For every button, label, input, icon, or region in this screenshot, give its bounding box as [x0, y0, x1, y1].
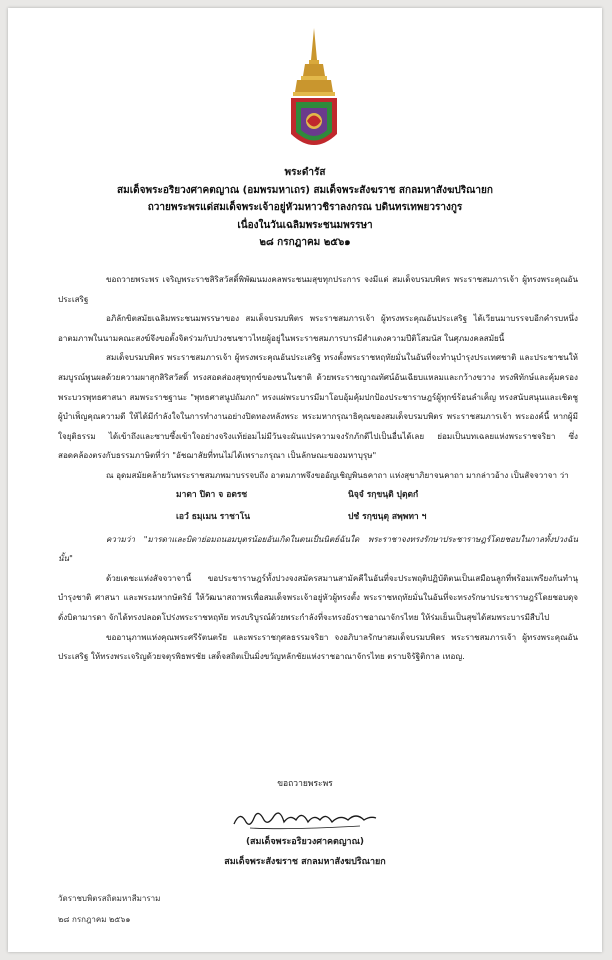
header-date: ๒๘ กรกฎาคม ๒๕๖๑: [259, 237, 351, 248]
verse-block: [58, 486, 578, 530]
letter-page: [8, 8, 602, 952]
paragraph: ขอถวายพระพร เจริญพระราชสิริสวัสดิ์พิพัฒนมงคลพระชนมสุขทุกประการ จงมีแด่ สมเด็จบรมบพิตร พระราชสมภารเจ้า ผู้ทรงพระคุณอันประเสริฐ: [58, 274, 578, 304]
royal-emblem-icon: [283, 26, 345, 158]
signer-name: (สมเด็จพระอริยวงศาคตญาณ): [245, 837, 365, 847]
paragraph: อภิลักขิตสมัยเฉลิมพระชนมพรรษาของ สมเด็จบรมบพิตร พระราชสมภารเจ้า ผู้ทรงพระคุณอันประเสริฐ ได้เวียนมาบรรจบอีกคำรบหนึ่ง อาตมภาพในนามคณะสงฆ์จึงขอตั้งจิตร่วมกับปวงชนชาวไทยผู้อยู่ในพระราชสมภารบารมีสำแดงความปีติโสมนัส ในศุภมงคลสมัยนี้: [58, 313, 578, 343]
verse-meaning: ความว่า "มารดาและบิดาย่อมถนอมบุตรน้อยอันเกิดในตนเป็นนิตย์ฉันใด พระราชาจงทรงรักษาประชาราษฎร์โดยชอบในกาลทั้งปวงฉันนั้น": [58, 533, 578, 564]
paragraph: ณ อุดมสมัยคล้ายวันพระราชสมภพมาบรรจบถึง อาตมภาพจึงขออัญเชิญพินธคาถา แห่งสุขาภิยาจนคาถา มากล่าวอ้าง เป็นสัจจวาจา ว่า: [106, 469, 569, 480]
signature-icon: [230, 804, 380, 832]
header-recipient: ถวายพระพรแด่สมเด็จพระเจ้าอยู่หัวมหาวชิราลงกรณ บดินทรเทพยวรางกูร: [147, 202, 463, 213]
verse-line: เอวํ ธมฺเมน ราชาโน: [176, 511, 251, 522]
paragraph: สมเด็จบรมบพิตร พระราชสมภารเจ้า ผู้ทรงพระคุณอันประเสริฐ ทรงตั้งพระราชหฤทัยมั่นในอันที่จะทำนุบำรุงประเทศชาติ และประชาชนให้สมบูรณ์พูนผลด้วยความผาสุกสิริสวัสดิ์ ทรงสอดส่องสุขทุกข์ของชนในชาติ ด้วยพระราชญาณทัศน์อันเฉียบแหลมและกว้างขวาง ทรงพิทักษ์และคุ้มครองพระบวรพุทธศาสนา สมพระราชฐานะ "พุทธศาสนูปถัมภก" ทรงแผ่พระบารมีมาโอบอุ้มคุ้มปกป้องประชาราษฎร์ผู้ทุกข์ร้อนลำเค็ญ ทรงสนับสนุนและเชิดชูผู้บำเพ็ญคุณความดี ให้ได้มีกำลังใจในการทำงานอย่างปิดทองหลังพระ พระมหากรุณาธิคุณของสมเด็จบรมบพิตร พระราชสมภารเจ้า พระองค์นี้ หากผู้มีใจยุติธรรม ได้เข้าถึงและซาบซึ้งเข้าใจอย่างจริงแท้ย่อมไม่มีวันจะผันแปรความจงรักภักดีไปเป็นอื่นได้เลย ย่อมเป็นบทเฉลยแห่งพระราชจริยา ซึ่งสอดคล้องตรงกับธรรมภาษิตที่ว่า "อัชฌาสัยที่ทนไม่ได้เพราะกรุณา เป็นลักษณะของมหาบุรุษ": [58, 352, 578, 461]
paragraph: ขออานุภาพแห่งคุณพระศรีรัตนตรัย และพระราชกุศลธรรมจริยา จงอภิบาลรักษาสมเด็จบรมบพิตร พระราชสมภารเจ้า ผู้ทรงพระคุณอันประเสริฐ ให้ทรงพระเจริญด้วยจตุรพิธพรชัย เสด็จสถิตเป็นมิ่งขวัญหลักชัยแห่งราชอาณาจักรไทย ตราบจิรัฐิติกาล เทอญ.: [58, 631, 578, 662]
header-author: สมเด็จพระอริยวงศาคตญาณ (อมพรมหาเถร) สมเด็จพระสังฆราช สกลมหาสังฆปริณายก: [117, 184, 493, 196]
letter-body: [58, 270, 578, 667]
header-occasion: เนื่องในวันเฉลิมพระชนมพรรษา: [237, 219, 373, 231]
header-title: พระดำรัส: [284, 167, 326, 178]
paragraph: ด้วยเดชะแห่งสัจจวาจานี้ ขอประชาราษฎร์ทั้งปวงจงสมัครสมานสามัคคีในอันที่จะประพฤติปฏิบัติตนเป็นเสมือนลูกที่พร้อมเพรียงกันทำนุบำรุงชาติ ศาสนา และพระมหากษัตริย์ ให้วัฒนาสถาพรเพื่อสมเด็จพระเจ้าอยู่หัวผู้ทรงตั้ง พระราชหฤทัยมั่นในอันที่จะทรงรักษาประชาราษฎร์โดยชอบดุจดั่งบิดามารดา จักได้ทรงปลอดโปร่งพระราชหฤทัย ทรงบริบูรณ์ด้วยพระกำลังที่จะทรงยังราชอาณาจักรไทย ให้ร่มเย็นเป็นสุขได้สมพระบารมีสืบไป: [58, 572, 578, 622]
verse-line: มาตา ปิตา จ อตรช: [176, 489, 248, 500]
verse-line: ปชํ รกฺขนฺตุ สพฺพทา ฯ: [348, 511, 427, 522]
place-temple: วัดราชบพิตรสถิตมหาสีมาราม: [58, 894, 161, 903]
place-date: ๒๘ กรกฎาคม ๒๕๖๑: [58, 915, 131, 924]
signer-title: สมเด็จพระสังฆราช สกลมหาสังฆปริณายก: [224, 857, 386, 867]
verse-line: นิจฺจํ รกฺขนฺติ ปุตฺตกํ: [348, 489, 419, 500]
letter-header: [8, 164, 602, 252]
closing-phrase: ขอถวายพระพร: [277, 779, 333, 789]
